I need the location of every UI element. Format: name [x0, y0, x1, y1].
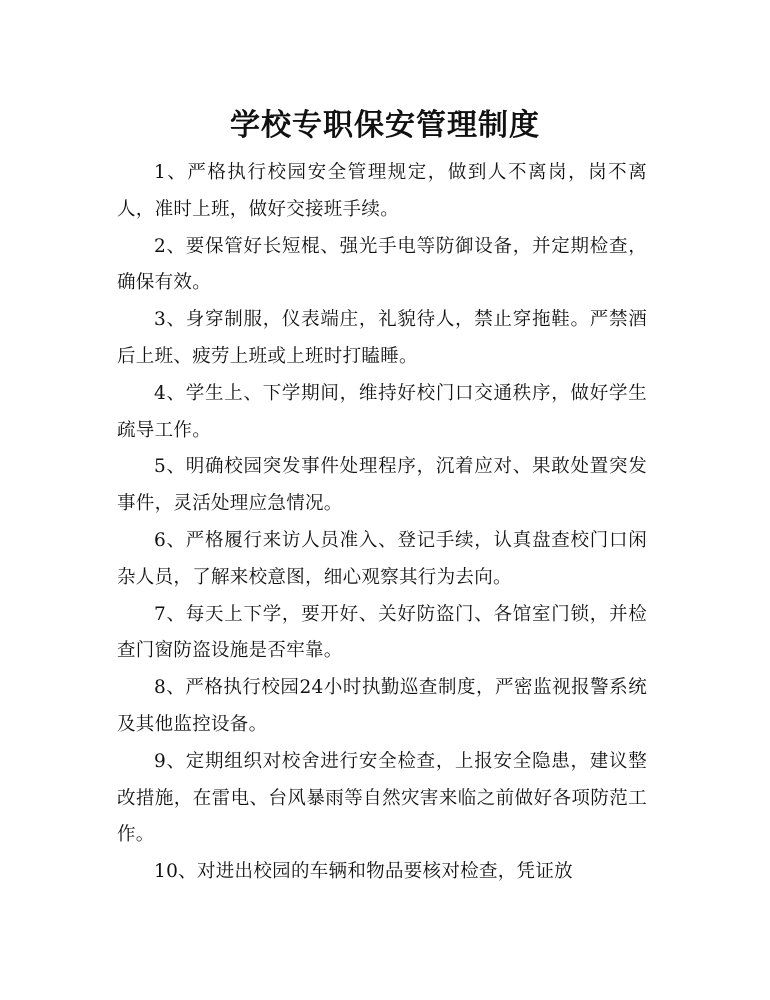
paragraph-10: 10、对进出校园的车辆和物品要核对检查，凭证放 [154, 861, 573, 883]
paragraph-6: 6、严格履行来访人员准入、登记手续，认真盘查校门口闲杂人员，了解来校意图，细心观察其行为去向。 [117, 529, 647, 588]
paragraph-7: 7、每天上下学，要开好、关好防盗门、各馆室门锁，并检查门窗防盗设施是否牢靠。 [117, 603, 647, 662]
document-body [117, 155, 647, 891]
paragraph-2: 2、要保管好长短棍、强光手电等防御设备，并定期检查，确保有效。 [117, 235, 647, 294]
paragraph-5: 5、明确校园突发事件处理程序，沉着应对、果敢处置突发事件，灵活处理应急情况。 [117, 456, 647, 515]
paragraph-8: 8、严格执行校园24小时执勤巡查制度，严密监视报警系统及其他监控设备。 [117, 677, 647, 735]
paragraph-4: 4、学生上、下学期间，维持好校门口交通秩序，做好学生疏导工作。 [117, 382, 647, 441]
document-title: 学校专职保安管理制度 [230, 108, 540, 143]
paragraph-9: 9、定期组织对校舍进行安全检查，上报安全隐患，建议整改措施，在雷电、台风暴雨等自然灾害来临之前做好各项防范工作。 [117, 750, 647, 846]
paragraph-1: 1、严格执行校园安全管理规定，做到人不离岗，岗不离人，准时上班，做好交接班手续。 [117, 162, 647, 220]
paragraph-3: 3、身穿制服，仪表端庄，礼貌待人，禁止穿拖鞋。严禁酒后上班、疲劳上班或上班时打瞌睡。 [117, 309, 647, 367]
